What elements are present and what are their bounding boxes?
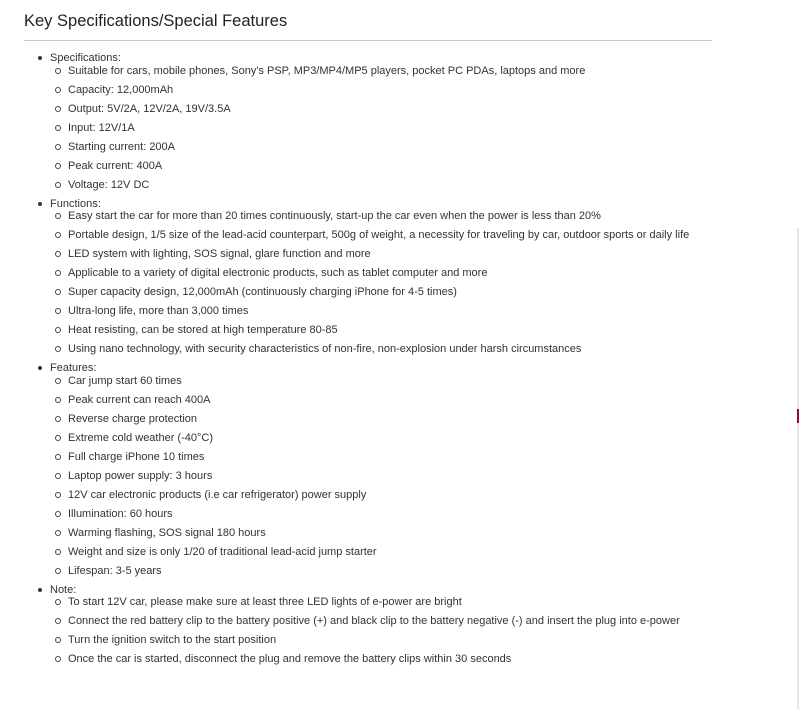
circle-bullet-icon <box>55 416 61 422</box>
list-item <box>68 432 718 446</box>
item-text: Peak current can reach 400A <box>68 393 211 406</box>
circle-bullet-icon <box>55 618 61 624</box>
list-item <box>68 65 718 79</box>
list-item <box>68 375 718 389</box>
item-text: Using nano technology, with security characteristics of non-fire, non-explosion under harsh circumstances <box>68 343 582 355</box>
item-text: Starting current: 200A <box>68 140 176 153</box>
list-item <box>68 103 718 117</box>
list-item <box>68 179 718 193</box>
list-item <box>68 160 718 174</box>
page-edge-line <box>797 228 799 709</box>
page-edge-marker <box>797 409 799 423</box>
circle-bullet-icon <box>55 144 61 150</box>
item-text: Applicable to a variety of digital electronic products, such as tablet computer and more <box>68 267 488 279</box>
circle-bullet-icon <box>55 213 61 219</box>
list-item <box>68 451 718 465</box>
item-text: Once the car is started, disconnect the plug and remove the battery clips within 30 seconds <box>68 653 512 665</box>
category-features <box>50 362 740 578</box>
circle-bullet-icon <box>55 308 61 314</box>
item-text: Ultra-long life, more than 3,000 times <box>68 305 249 317</box>
category-title: Features: <box>50 362 97 374</box>
item-text: Extreme cold weather (-40°C) <box>68 431 214 444</box>
circle-bullet-icon <box>55 397 61 403</box>
circle-bullet-icon <box>55 327 61 333</box>
list-item <box>68 286 718 300</box>
circle-bullet-icon <box>55 637 61 643</box>
item-text: Illumination: 60 hours <box>68 507 173 520</box>
item-text: Heat resisting, can be stored at high temperature 80-85 <box>68 324 338 336</box>
item-text: Weight and size is only 1/20 of traditional lead-acid jump starter <box>68 545 377 558</box>
item-text: Super capacity design, 12,000mAh (continuously charging iPhone for 4-5 times) <box>68 286 457 298</box>
circle-bullet-icon <box>55 346 61 352</box>
circle-bullet-icon <box>55 270 61 276</box>
list-item <box>68 229 718 243</box>
circle-bullet-icon <box>55 568 61 574</box>
circle-bullet-icon <box>55 289 61 295</box>
list-item <box>68 653 718 667</box>
list-item <box>68 305 718 319</box>
item-text: To start 12V car, please make sure at least three LED lights of e-power are bright <box>68 596 462 608</box>
item-text: Reverse charge protection <box>68 412 198 425</box>
heading-divider <box>24 40 712 41</box>
circle-bullet-icon <box>55 473 61 479</box>
list-item <box>68 324 718 338</box>
item-text: Suitable for cars, mobile phones, Sony's PSP, MP3/MP4/MP5 players, pocket PC PDAs, laptops and more <box>68 64 586 77</box>
item-text: Voltage: 12V DC <box>68 178 150 191</box>
spec-content <box>0 52 740 672</box>
list-item <box>68 565 718 579</box>
spec-category-list <box>0 52 740 667</box>
category-functions <box>50 198 740 357</box>
circle-bullet-icon <box>55 251 61 257</box>
list-item <box>68 615 718 629</box>
list-item <box>68 210 718 224</box>
list-item <box>68 508 718 522</box>
list-item <box>68 394 718 408</box>
list-item <box>68 596 718 610</box>
list-item <box>68 141 718 155</box>
list-item <box>68 343 718 357</box>
list-item <box>68 122 718 136</box>
circle-bullet-icon <box>55 454 61 460</box>
item-text: Portable design, 1/5 size of the lead-acid counterpart, 500g of weight, a necessity for traveling by car, outdoor sports or daily life <box>68 229 690 241</box>
circle-bullet-icon <box>55 125 61 131</box>
item-text: Output: 5V/2A, 12V/2A, 19V/3.5A <box>68 102 231 115</box>
item-text: Warming flashing, SOS signal 180 hours <box>68 526 266 539</box>
list-item <box>68 267 718 281</box>
bullet-icon <box>38 588 42 592</box>
circle-bullet-icon <box>55 656 61 662</box>
features-list <box>50 375 740 579</box>
list-item <box>68 546 718 560</box>
item-text: Capacity: 12,000mAh <box>68 83 174 96</box>
list-item <box>68 634 718 648</box>
specifications-list <box>50 65 740 193</box>
category-title: Functions: <box>50 197 101 210</box>
circle-bullet-icon <box>55 378 61 384</box>
circle-bullet-icon <box>55 549 61 555</box>
category-specifications <box>50 52 740 192</box>
list-item <box>68 413 718 427</box>
item-text: 12V car electronic products (i.e car refrigerator) power supply <box>68 488 367 501</box>
list-item <box>68 84 718 98</box>
list-item <box>68 470 718 484</box>
circle-bullet-icon <box>55 511 61 517</box>
circle-bullet-icon <box>55 182 61 188</box>
item-text: Turn the ignition switch to the start position <box>68 634 277 646</box>
circle-bullet-icon <box>55 106 61 112</box>
circle-bullet-icon <box>55 599 61 605</box>
category-note <box>50 584 740 667</box>
category-title: Specifications: <box>50 52 121 64</box>
item-text: Connect the red battery clip to the battery positive (+) and black clip to the battery negative (-) and insert the plug into e-power <box>68 615 680 627</box>
functions-list <box>50 210 740 357</box>
list-item <box>68 248 718 262</box>
bullet-icon <box>38 202 42 206</box>
list-item <box>68 527 718 541</box>
circle-bullet-icon <box>55 68 61 74</box>
item-text: Peak current: 400A <box>68 159 163 172</box>
item-text: Lifespan: 3-5 years <box>68 564 162 577</box>
circle-bullet-icon <box>55 232 61 238</box>
circle-bullet-icon <box>55 163 61 169</box>
item-text: LED system with lighting, SOS signal, glare function and more <box>68 248 371 260</box>
item-text: Laptop power supply: 3 hours <box>68 469 213 482</box>
item-text: Full charge iPhone 10 times <box>68 450 205 463</box>
category-title: Note: <box>50 583 77 596</box>
circle-bullet-icon <box>55 530 61 536</box>
bullet-icon <box>38 366 42 370</box>
bullet-icon <box>38 56 42 60</box>
list-item <box>68 489 718 503</box>
item-text: Input: 12V/1A <box>68 121 135 134</box>
section-heading: Key Specifications/Special Features <box>24 12 288 30</box>
item-text: Easy start the car for more than 20 times continuously, start-up the car even when the power is less than 20% <box>68 210 601 222</box>
item-text: Car jump start 60 times <box>68 374 182 387</box>
circle-bullet-icon <box>55 435 61 441</box>
circle-bullet-icon <box>55 492 61 498</box>
circle-bullet-icon <box>55 87 61 93</box>
note-list <box>50 596 740 667</box>
